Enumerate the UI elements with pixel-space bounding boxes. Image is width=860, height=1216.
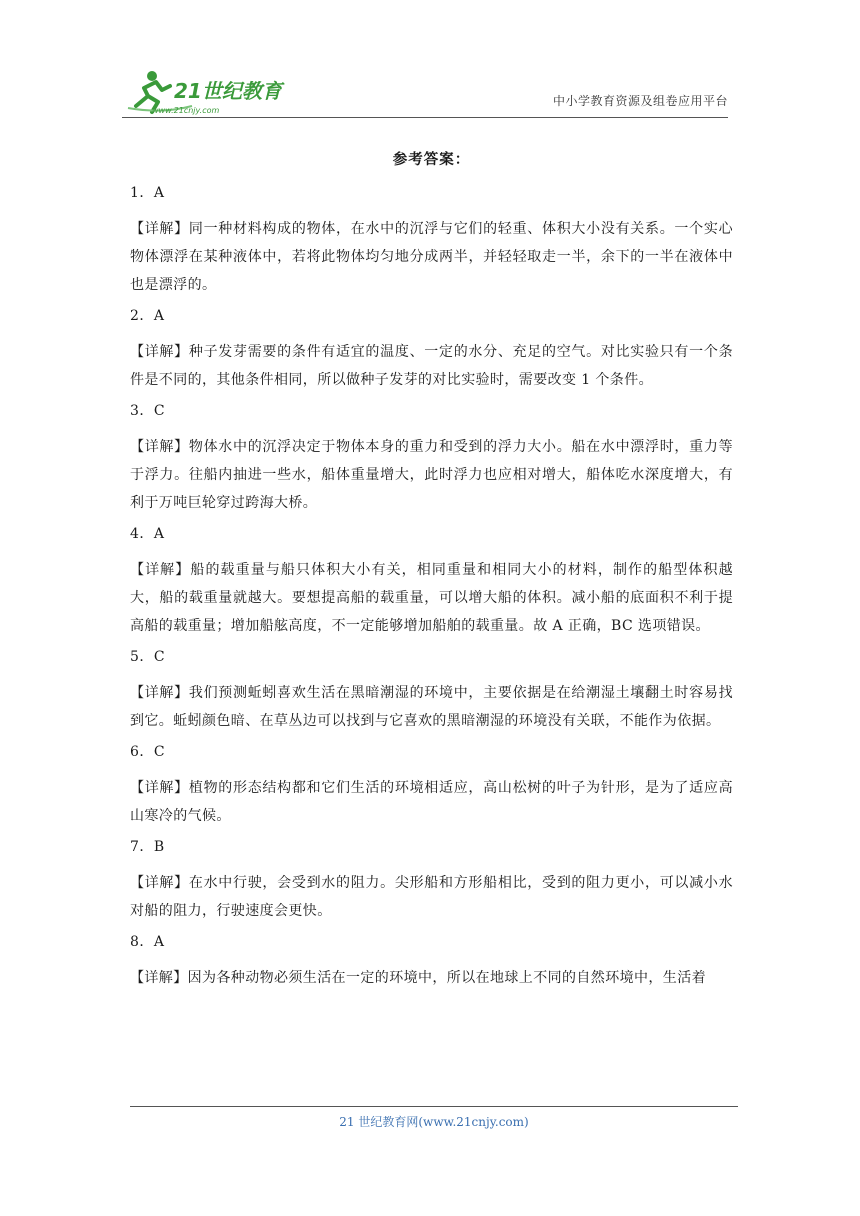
answer-item bbox=[130, 931, 733, 992]
answer-explanation bbox=[130, 679, 733, 735]
answer-item bbox=[130, 182, 733, 299]
explain-tag: 【详解】 bbox=[130, 685, 189, 701]
answer-item bbox=[130, 400, 733, 517]
platform-caption: 中小学教育资源及组卷应用平台 bbox=[552, 94, 728, 108]
svg-text:www.21cnjy.com: www.21cnjy.com bbox=[152, 106, 220, 115]
answer-number: 3．C bbox=[130, 403, 166, 419]
explain-text: 我们预测蚯蚓喜欢生活在黑暗潮湿的环境中，主要依据是在给潮湿土壤翻土时容易找到它。蚯蚓颜色暗、在草丛边可以找到与它喜欢的黑暗潮湿的环境没有关联，不能作为依据。 bbox=[130, 685, 733, 729]
answer-item bbox=[130, 741, 733, 830]
answer-number: 1．A bbox=[130, 185, 165, 201]
explain-tag: 【详解】 bbox=[130, 221, 189, 237]
answer-number: 2．A bbox=[130, 308, 165, 324]
answer-number: 8．A bbox=[130, 934, 165, 950]
answer-explanation bbox=[130, 215, 733, 299]
page-footer bbox=[130, 1106, 738, 1130]
answer-section bbox=[130, 148, 733, 998]
answer-number: 6．C bbox=[130, 744, 166, 760]
explain-text: 在水中行驶，会受到水的阻力。尖形船和方形船相比，受到的阻力更小，可以减小水对船的阻力，行驶速度会更快。 bbox=[130, 875, 733, 919]
logo-runner-icon bbox=[122, 66, 292, 116]
answer-number: 5．C bbox=[130, 649, 166, 665]
page-header bbox=[122, 66, 728, 118]
explain-tag: 【详解】 bbox=[130, 875, 189, 891]
site-logo bbox=[122, 66, 292, 116]
header-divider bbox=[122, 117, 728, 118]
explain-tag: 【详解】 bbox=[130, 344, 189, 360]
answer-explanation bbox=[130, 774, 733, 830]
explain-tag: 【详解】 bbox=[130, 780, 189, 796]
answer-item bbox=[130, 836, 733, 925]
answer-number: 7．B bbox=[130, 839, 165, 855]
answer-item bbox=[130, 646, 733, 735]
answer-explanation bbox=[130, 869, 733, 925]
explain-text: 船的载重量与船只体积大小有关，相同重量和相同大小的材料，制作的船型体积越大，船的载重量就越大。要想提高船的载重量，可以增大船的体积。减小船的底面积不利于提高船的载重量；增加船舷高度，不一定能够增加船舶的载重量。故 A 正确，BC 选项错误。 bbox=[130, 562, 733, 634]
answer-explanation bbox=[130, 556, 733, 640]
answer-item bbox=[130, 523, 733, 640]
explain-text: 物体水中的沉浮决定于物体本身的重力和受到的浮力大小。船在水中漂浮时，重力等于浮力。往船内抽进一些水，船体重量增大，此时浮力也应相对增大，船体吃水深度增大，有利于万吨巨轮穿过跨海大桥。 bbox=[130, 439, 733, 511]
explain-text: 因为各种动物必须生活在一定的环境中，所以在地球上不同的自然环境中，生活着 bbox=[187, 970, 707, 986]
answer-explanation bbox=[130, 338, 733, 394]
footer-divider bbox=[130, 1106, 738, 1107]
answer-explanation bbox=[130, 433, 733, 517]
answer-number: 4．A bbox=[130, 526, 165, 542]
answer-item bbox=[130, 305, 733, 394]
page-title: 参考答案： bbox=[392, 151, 471, 168]
explain-tag: 【详解】 bbox=[130, 562, 191, 578]
answer-explanation bbox=[130, 964, 733, 992]
explain-tag: 【详解】 bbox=[130, 970, 188, 986]
footer-link[interactable]: 21 世纪教育网(www.21cnjy.com) bbox=[339, 1115, 529, 1129]
explain-text: 种子发芽需要的条件有适宜的温度、一定的水分、充足的空气。对比实验只有一个条件是不同的，其他条件相同，所以做种子发芽的对比实验时，需要改变 1 个条件。 bbox=[130, 344, 733, 388]
svg-text:21世纪教育: 21世纪教育 bbox=[174, 79, 282, 103]
explain-tag: 【详解】 bbox=[130, 439, 189, 455]
explain-text: 植物的形态结构都和它们生活的环境相适应，高山松树的叶子为针形，是为了适应高山寒冷的气候。 bbox=[130, 780, 733, 824]
explain-text: 同一种材料构成的物体，在水中的沉浮与它们的轻重、体积大小没有关系。一个实心物体漂浮在某种液体中，若将此物体均匀地分成两半，并轻轻取走一半，余下的一半在液体中也是漂浮的。 bbox=[130, 221, 733, 293]
